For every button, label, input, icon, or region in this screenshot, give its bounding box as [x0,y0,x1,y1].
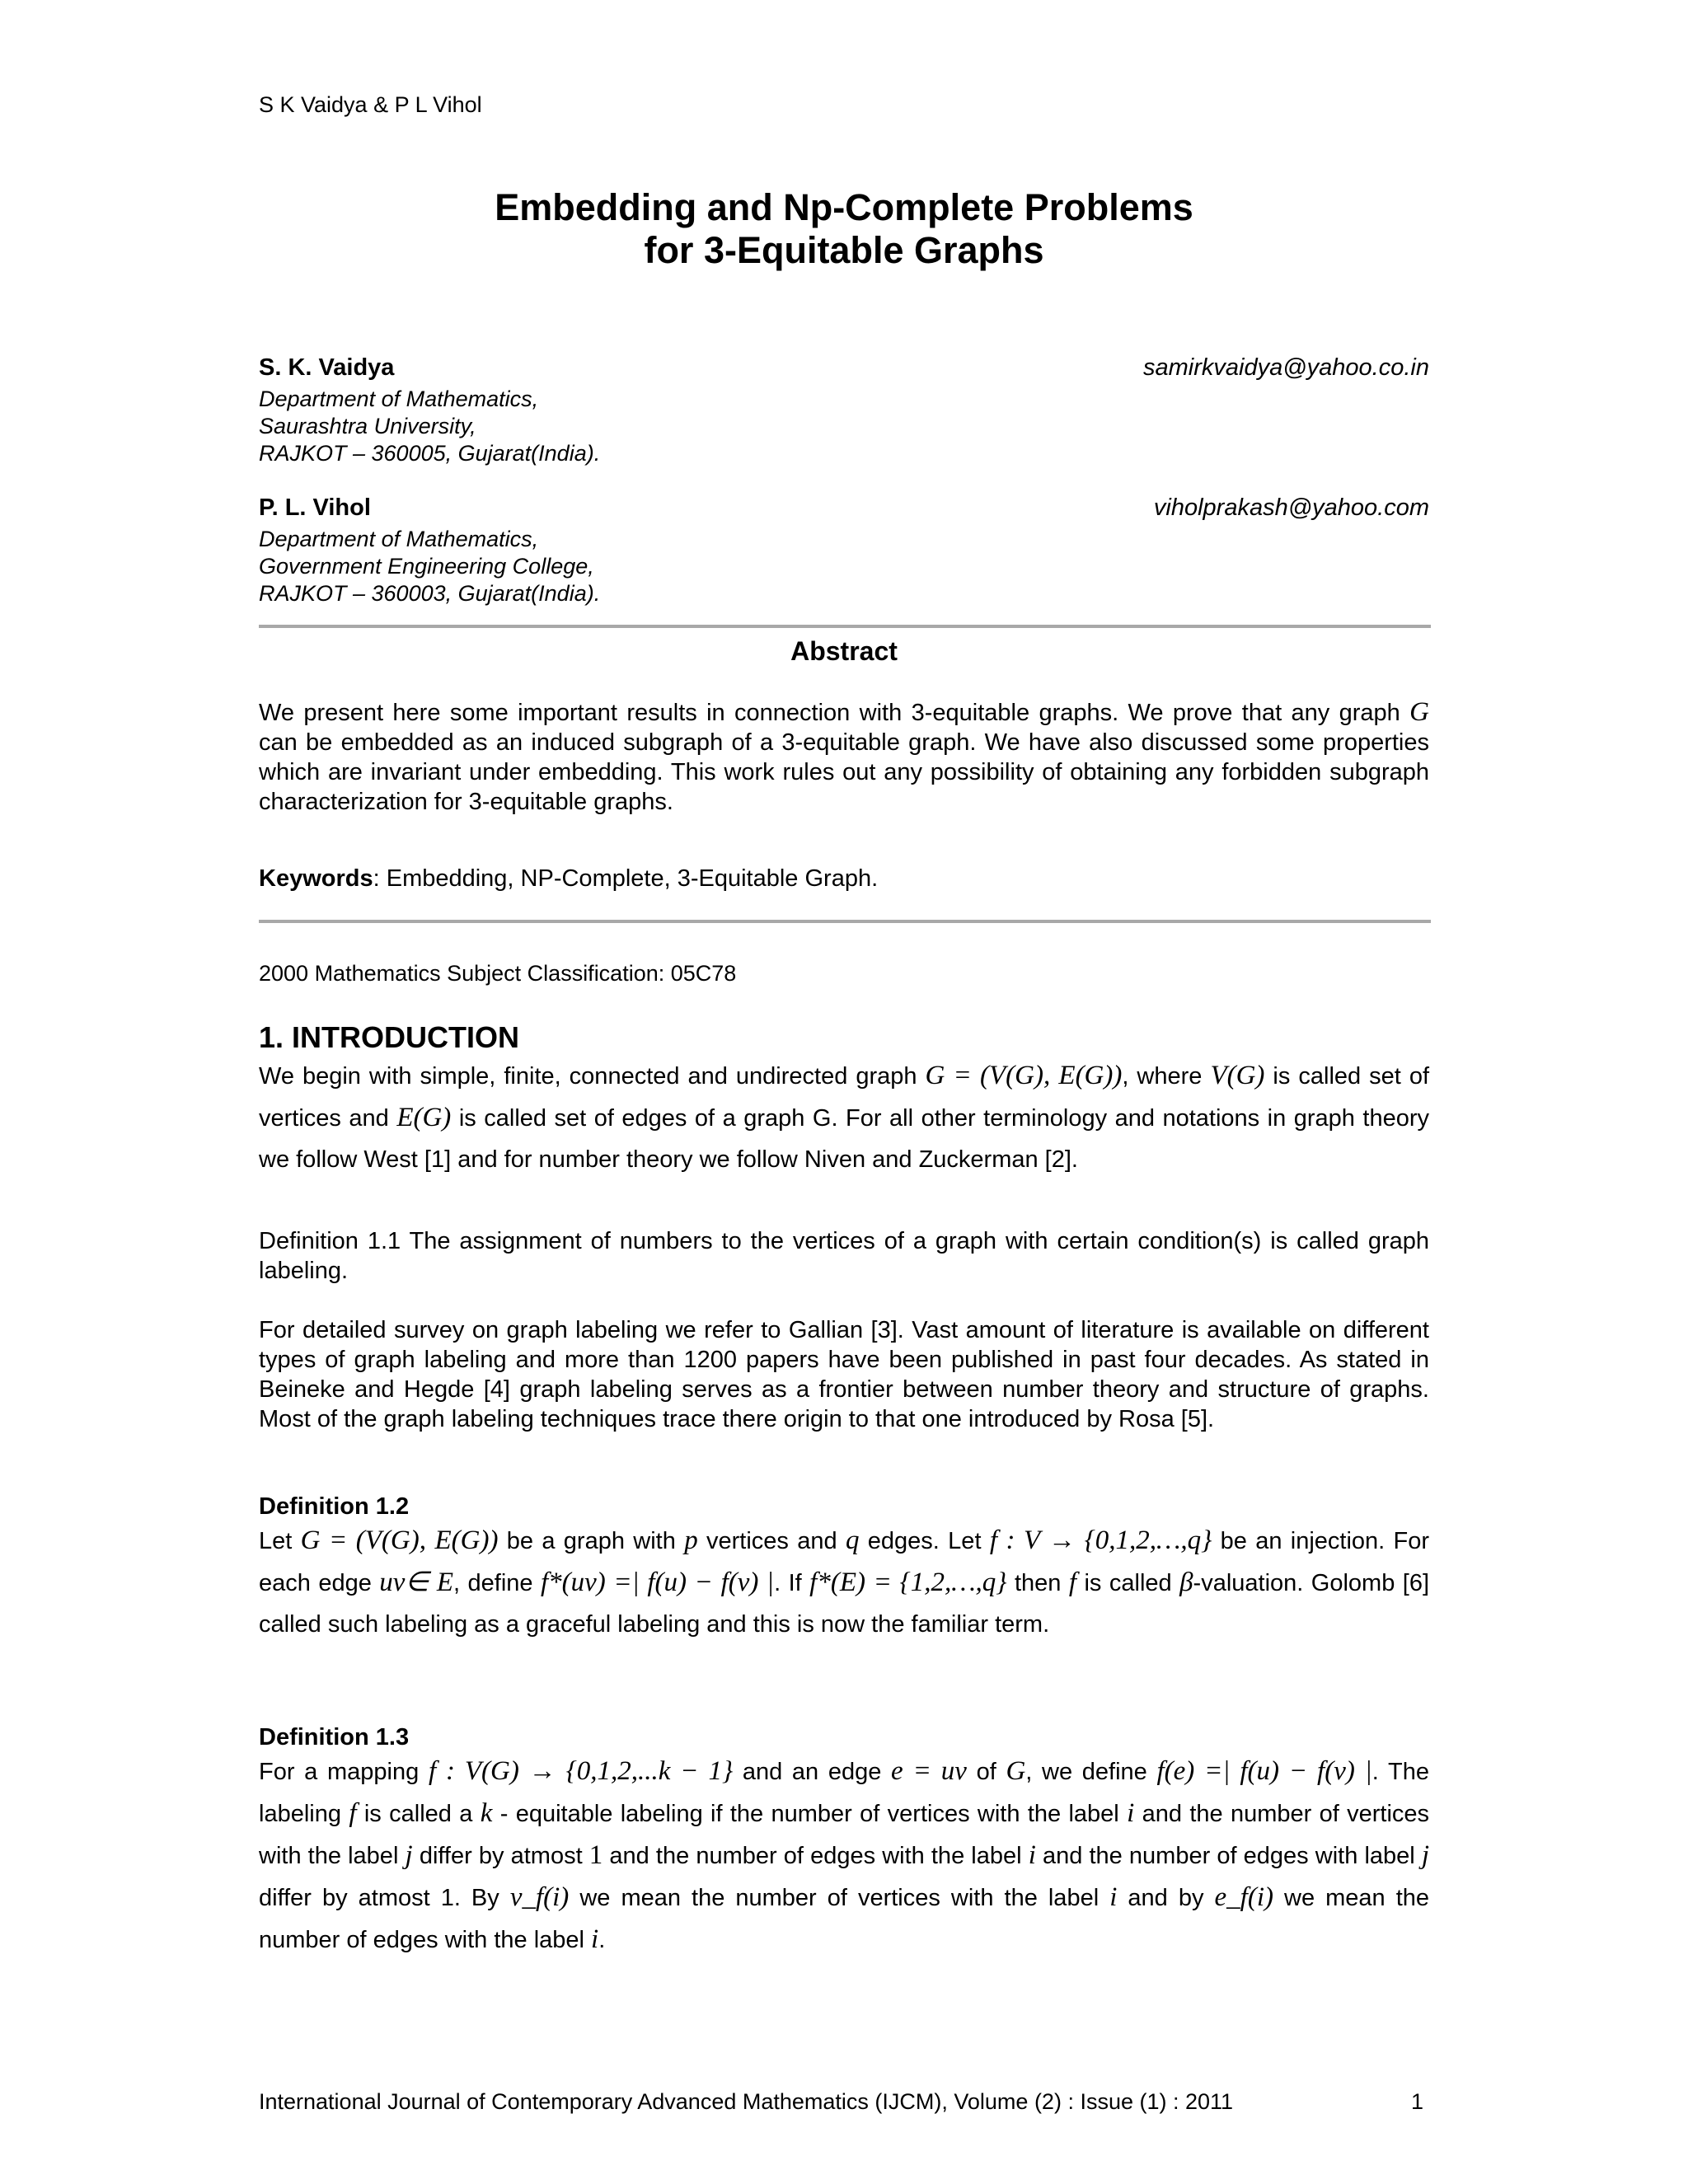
text-run: edges. Let [867,1528,982,1554]
math-expr: p [684,1526,698,1555]
author-affiliation-1 [259,386,600,467]
math-expr: f : V(G) → {0,1,2,...k − 1} [428,1756,734,1786]
math-graph-def: G = (V(G), E(G)) [925,1061,1123,1090]
abstract-part: We present here some important results in connection with 3-equitable graphs. We prove that any graph [259,700,1400,726]
affiliation-line: Saurashtra University, [259,414,476,438]
definition-1-2-body [259,1520,1429,1645]
page-number: 1 [1411,2089,1424,2114]
math-expr: f*(uv) =| f(u) − f(v) | [540,1568,775,1597]
text-run: be a graph with [506,1528,676,1554]
text-run: For a mapping [259,1759,420,1785]
text-run: and an edge [742,1759,882,1785]
intro-paragraph-1 [259,1055,1429,1180]
math-expr: f : V → {0,1,2,…,q} [989,1526,1212,1555]
text-run: of [976,1759,996,1785]
text-run: be an injection. For each edge [259,1528,1430,1596]
affiliation-line: Government Engineering College, [259,554,594,579]
math-expr: i [1127,1798,1135,1828]
text-run: differ by atmost 1. By [259,1885,499,1911]
section-heading-introduction: 1. INTRODUCTION [259,1020,520,1054]
text-run: and the number of edges with label [1043,1843,1415,1869]
text-run: . If [774,1570,802,1596]
title-line-2: for 3-Equitable Graphs [644,229,1044,271]
divider-bottom [259,920,1431,923]
text-run: , define [453,1570,533,1596]
text-run: and the number of vertices with the label [259,1801,1430,1869]
divider-top [259,625,1431,628]
text-run: We begin with simple, finite, connected and undirected graph [259,1063,917,1090]
affiliation-line: Department of Mathematics, [259,527,539,551]
text-run: is called a [363,1801,473,1827]
math-expr: i [591,1924,599,1954]
text-run: . The labeling [259,1759,1429,1827]
text-run: differ by atmost [419,1843,583,1869]
definition-1-3-heading: Definition 1.3 [259,1724,410,1750]
math-expr: G [1006,1756,1026,1786]
definition-1-1: Definition 1.1 The assignment of numbers to the vertices of a graph with certain condition(s) is called graph labeling. [259,1228,1429,1284]
text-run: we mean the number of edges with the label [259,1885,1430,1953]
math-expr: β [1179,1568,1193,1597]
math-expr: q [845,1526,860,1555]
math-expr: j [405,1840,413,1870]
text-run: Let [259,1528,293,1554]
math-expr: i [1028,1840,1036,1870]
running-head: S K Vaidya & P L Vihol [259,92,482,117]
math-expr: i [1109,1882,1118,1912]
text-run: , we define [1025,1759,1147,1785]
text-run: , where [1122,1063,1203,1090]
affiliation-line: Department of Mathematics, [259,387,539,411]
author-name-2: P. L. Vihol [259,494,371,521]
math-expr: G = (V(G), E(G)) [300,1526,499,1555]
abstract-heading: Abstract [790,636,898,666]
text-run: - equitable labeling if the number of vertices with the label [499,1801,1119,1827]
keywords-text: : Embedding, NP-Complete, 3-Equitable Graph. [373,865,879,892]
text-run: vertices and [706,1528,837,1554]
math-vertex-set: V(G) [1210,1061,1265,1090]
affiliation-line: RAJKOT – 360003, Gujarat(India). [259,581,601,606]
math-expr: k [480,1798,493,1828]
math-G: G [1409,697,1429,727]
footer-journal: International Journal of Contemporary Advanced Mathematics (IJCM), Volume (2) : Issue (1) : 2011 [259,2089,1234,2114]
author-name-1: S. K. Vaidya [259,354,395,381]
text-run: . [598,1927,606,1953]
math-edge-set: E(G) [396,1103,452,1132]
text-run: then [1014,1570,1062,1596]
text-run: and the number of edges with the label [609,1843,1022,1869]
math-expr: j [1421,1840,1430,1870]
text-run: we mean the number of vertices with the label [579,1885,1100,1911]
text-run: is called set of edges of a graph G. For all other terminology and notations in graph theory we follow West [1] and for number theory we follow Niven and Zuckerman [2]. [259,1105,1430,1173]
definition-1-2-heading: Definition 1.2 [259,1493,410,1520]
keywords-label: Keywords [259,865,373,892]
text-run: is called [1084,1570,1172,1596]
math-expr: 1 [588,1840,603,1870]
paper-title [0,186,1688,272]
msc-classification: 2000 Mathematics Subject Classification: 05C78 [259,961,737,986]
math-expr: f(e) =| f(u) − f(v) | [1156,1756,1372,1786]
text-run: -valuation. Golomb [6] called such labeling as a graceful labeling and this is now the familiar term. [259,1570,1430,1638]
math-expr: e = uv [891,1756,967,1786]
abstract-text [259,697,1429,817]
math-expr: uv∈ E [379,1568,453,1597]
math-expr: f*(E) = {1,2,…,q} [809,1568,1007,1597]
title-line-1: Embedding and Np-Complete Problems [495,186,1193,228]
author-email-1[interactable]: samirkvaidya@yahoo.co.in [1143,354,1429,381]
math-expr: f [1068,1568,1077,1597]
author-affiliation-2 [259,526,600,607]
definition-1-3-body [259,1750,1429,1961]
intro-paragraph-2: For detailed survey on graph labeling we refer to Gallian [3]. Vast amount of literature is available on different types of graph labeling and more than 1200 papers have been published in past four decades. As stated in Beineke and Hegde [4] graph labeling serves as a frontier between number theory and structure of graphs. Most of the graph labeling techniques trace there origin to that one introduced by Rosa [5]. [259,1317,1429,1432]
math-expr: v_f(i) [509,1882,570,1912]
abstract-part: can be embedded as an induced subgraph of a 3-equitable graph. We have also discussed some properties which are invariant under embedding. This work rules out any possibility of obtaining any forbidden subgraph characterization for 3-equitable graphs. [259,729,1429,815]
author-email-2[interactable]: viholprakash@yahoo.com [1153,494,1429,521]
keywords [259,865,1429,893]
math-expr: f [349,1798,357,1828]
text-run: and by [1128,1885,1204,1911]
math-expr: e_f(i) [1214,1882,1273,1912]
text-run: is called set of vertices and [259,1063,1430,1132]
affiliation-line: RAJKOT – 360005, Gujarat(India). [259,441,601,466]
